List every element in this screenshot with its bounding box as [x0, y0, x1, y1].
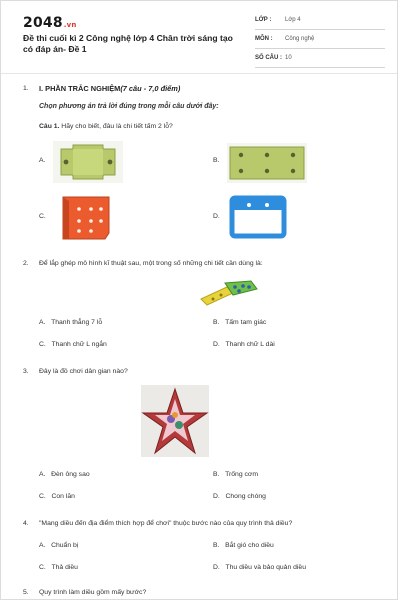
site-logo[interactable] [23, 15, 77, 31]
q3-option-d[interactable] [213, 493, 266, 500]
logo-suffix: .vn [63, 21, 77, 29]
option-label: C. [39, 341, 46, 348]
meta-row-grade [255, 15, 385, 30]
section-title-note: (7 câu - 7,0 điểm) [120, 84, 181, 93]
q4-option-b[interactable] [213, 542, 274, 549]
option-text: Bắt gió cho diều [225, 542, 274, 549]
logo-text: 2048 [23, 15, 63, 31]
q3-option-c[interactable] [39, 493, 75, 500]
q1-option-b-label[interactable]: B. [213, 157, 220, 164]
meta-row-subject [255, 34, 385, 49]
meta-value: Lớp 4 [285, 17, 301, 23]
option-text: Trống cơm [225, 471, 259, 478]
question-number: 2. [23, 260, 29, 267]
meta-value: 10 [285, 55, 292, 61]
option-text: Thanh thẳng 7 lỗ [51, 319, 103, 326]
option-label: B. [213, 542, 220, 549]
option-label: B. [213, 471, 220, 478]
exam-title: Đề thi cuối kì 2 Công nghệ lớp 4 Chân trời sáng tạo có đáp án- Đề 1 [23, 33, 233, 54]
question-4-text: "Mang diều đến địa điểm thích hợp để chơi" thuộc bước nào của quy trình thả diều? [39, 520, 293, 527]
meta-value: Công nghệ [285, 36, 315, 42]
plate-blue-frame-image [229, 195, 287, 239]
q2-option-b[interactable] [213, 319, 266, 326]
meta-key: SỐ CÂU : [255, 55, 282, 61]
exam-meta [255, 15, 385, 72]
option-text: Chong chóng [225, 493, 266, 500]
question-5-text: Quy trình làm diều gồm mấy bước? [39, 589, 147, 596]
question-number: 4. [23, 520, 29, 527]
question-number: 5. [23, 589, 29, 596]
q4-option-a[interactable] [39, 542, 78, 549]
plate-four-hole-image [227, 143, 307, 183]
plate-orange-bent-image [57, 193, 115, 243]
option-label: D. [213, 564, 220, 571]
meta-row-count [255, 53, 385, 68]
question-1 [39, 123, 173, 130]
option-label: D. [213, 341, 220, 348]
option-label: A. [39, 542, 46, 549]
model-assembly-image [199, 277, 263, 307]
section-title [39, 84, 180, 93]
option-label: C. [39, 493, 46, 500]
q3-option-b[interactable] [213, 471, 258, 478]
q4-option-d[interactable] [213, 564, 306, 571]
section-title-text: I. PHẦN TRẮC NGHIỆM [39, 84, 121, 93]
q1-option-d-label[interactable]: D. [213, 213, 220, 220]
meta-key: LỚP : [255, 17, 272, 23]
question-1-text: Hãy cho biết, đâu là chi tiết tấm 2 lỗ? [59, 123, 173, 130]
option-text: Thu diều và bảo quản diều [225, 564, 306, 571]
plate-two-hole-image [53, 141, 123, 183]
question-number: 3. [23, 368, 29, 375]
option-label: D. [213, 493, 220, 500]
q3-option-a[interactable] [39, 471, 90, 478]
star-lantern-image [141, 385, 209, 457]
q2-option-c[interactable] [39, 341, 107, 348]
option-text: Chuẩn bị [51, 542, 79, 549]
q2-option-d[interactable] [213, 341, 275, 348]
q1-option-a-label[interactable]: A. [39, 157, 46, 164]
q4-option-c[interactable] [39, 564, 78, 571]
question-2-text: Để lắp ghép mô hình kĩ thuật sau, một trong số những chi tiết cần dùng là: [39, 260, 263, 267]
option-text: Con lăn [51, 493, 75, 500]
option-text: Thanh chữ L dài [225, 341, 275, 348]
option-text: Tấm tam giác [225, 319, 267, 326]
option-label: C. [39, 564, 46, 571]
exam-header [1, 1, 397, 74]
option-text: Đèn ông sao [51, 471, 90, 478]
q1-option-c-label[interactable]: C. [39, 213, 46, 220]
option-label: A. [39, 319, 46, 326]
q2-option-a[interactable] [39, 319, 102, 326]
option-label: A. [39, 471, 46, 478]
question-number: 1. [23, 85, 29, 92]
question-1-label: Câu 1. [39, 123, 60, 130]
question-3-text: Đây là đồ chơi dân gian nào? [39, 368, 128, 375]
option-label: B. [213, 319, 220, 326]
option-text: Thả diều [51, 564, 78, 571]
section-instruction: Chọn phương án trả lời đúng trong mỗi câu dưới đây: [39, 103, 219, 110]
meta-key: MÔN : [255, 36, 273, 42]
option-text: Thanh chữ L ngắn [51, 341, 107, 348]
